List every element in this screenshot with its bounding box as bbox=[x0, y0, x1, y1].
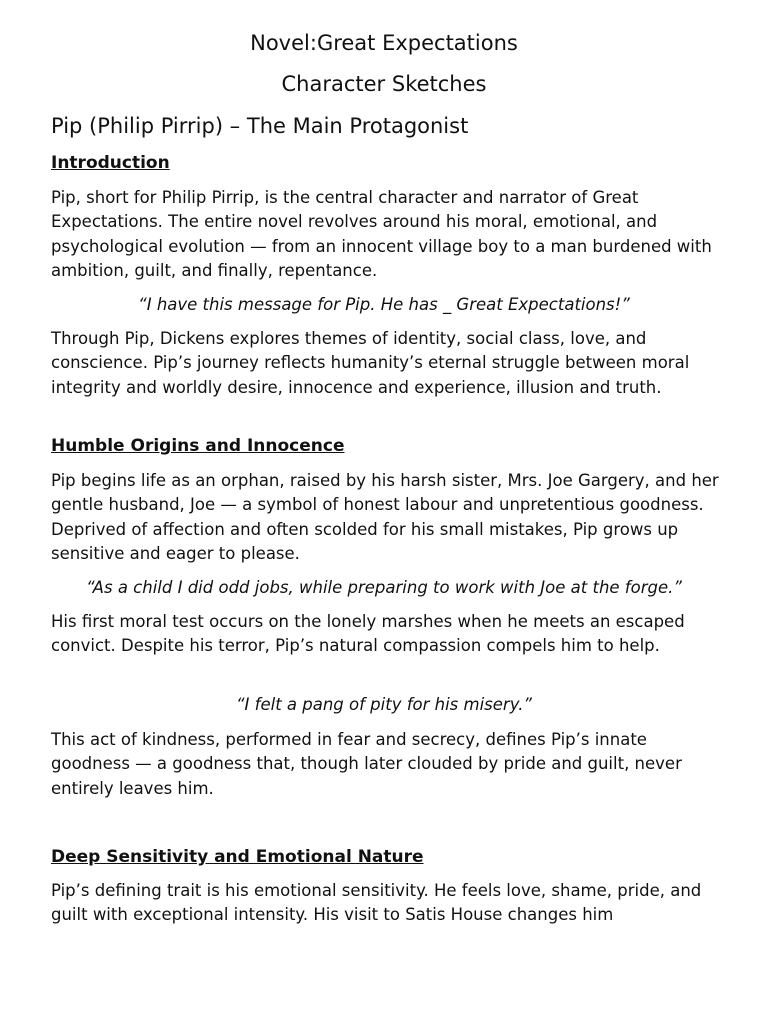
paragraph: Through Pip, Dickens explores themes of identity, social class, love, and conscience. Pip’s journey reflects humanity’s eternal struggle between moral integrity and worldly desire, innocence and experience, illusion and truth. bbox=[51, 329, 690, 397]
character-heading: Pip (Philip Pirrip) – The Main Protagonist bbox=[51, 114, 469, 138]
paragraph: Pip, short for Philip Pirrip, is the central character and narrator of Great Expectations. The entire novel revolves around his moral, emotional, and psychological evolution — from an innocent village boy to a man burdened with ambition, guilt, and finally, repentance. bbox=[51, 188, 712, 280]
section-heading-deep-sensitivity: Deep Sensitivity and Emotional Nature bbox=[51, 847, 424, 867]
quote: “I have this message for Pip. He has _ Great Expectations!” bbox=[138, 295, 630, 314]
paragraph: Pip’s defining trait is his emotional sensitivity. He feels love, shame, pride, and guilt with exceptional intensity. His visit to Satis House changes him bbox=[51, 881, 702, 925]
document-title: Novel:Great Expectations bbox=[250, 31, 518, 55]
quote: “I felt a pang of pity for his misery.” bbox=[235, 695, 532, 714]
paragraph: His first moral test occurs on the lonely marshes when he meets an escaped convict. Despite his terror, Pip’s natural compassion compels him to help. bbox=[51, 612, 685, 656]
document-subtitle: Character Sketches bbox=[281, 72, 487, 96]
section-heading-humble-origins: Humble Origins and Innocence bbox=[51, 436, 345, 456]
paragraph: Pip begins life as an orphan, raised by his harsh sister, Mrs. Joe Gargery, and her gentle husband, Joe — a symbol of honest labour and unpretentious goodness. Deprived of affection and often scolded for his small mistakes, Pip grows up sensitive and eager to please. bbox=[51, 471, 719, 563]
quote: “As a child I did odd jobs, while preparing to work with Joe at the forge.” bbox=[86, 578, 682, 597]
section-heading-introduction: Introduction bbox=[51, 153, 170, 173]
paragraph: This act of kindness, performed in fear and secrecy, defines Pip’s innate goodness — a goodness that, though later clouded by pride and guilt, never entirely leaves him. bbox=[51, 730, 682, 798]
